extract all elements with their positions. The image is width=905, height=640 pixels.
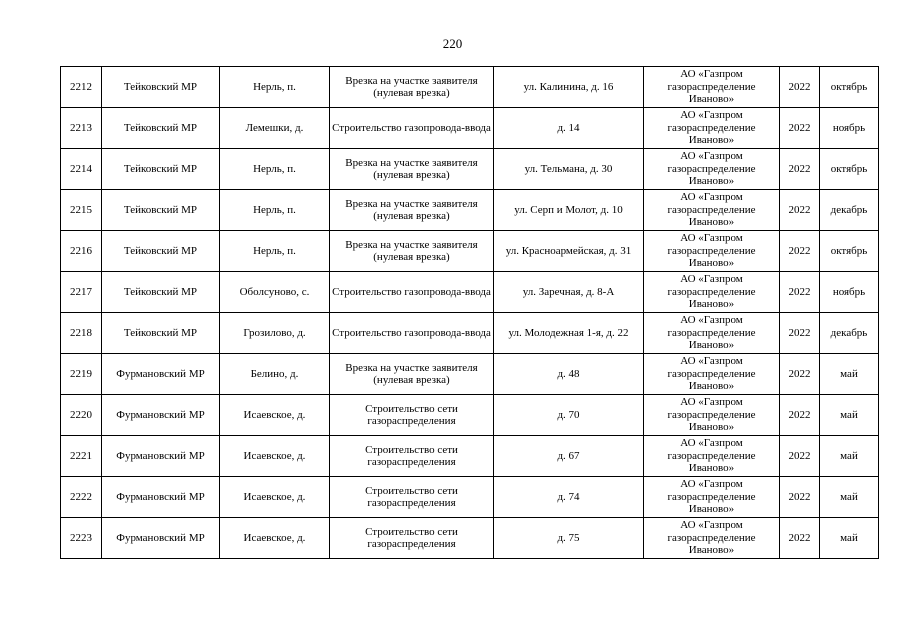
table-row [61, 149, 879, 190]
year-cell: 2022 [780, 354, 820, 395]
work-type-cell: Врезка на участке заявителя (нулевая врезка) [330, 354, 494, 395]
organization-cell: АО «Газпром газораспределение Иваново» [644, 395, 780, 436]
locality-cell: Нерль, п. [220, 190, 330, 231]
organization-cell: АО «Газпром газораспределение Иваново» [644, 518, 780, 559]
address-cell: д. 75 [494, 518, 644, 559]
district-cell: Фурмановский МР [102, 395, 220, 436]
locality-cell: Нерль, п. [220, 67, 330, 108]
work-type-cell: Строительство сети газораспределения [330, 436, 494, 477]
table-row [61, 190, 879, 231]
district-cell: Фурмановский МР [102, 477, 220, 518]
district-cell: Фурмановский МР [102, 436, 220, 477]
table-row [61, 272, 879, 313]
district-cell: Тейковский МР [102, 108, 220, 149]
table-row [61, 354, 879, 395]
table-row [61, 395, 879, 436]
work-type-cell: Врезка на участке заявителя (нулевая врезка) [330, 190, 494, 231]
year-cell: 2022 [780, 231, 820, 272]
table-row [61, 231, 879, 272]
table-row [61, 108, 879, 149]
row-number-cell: 2219 [61, 354, 102, 395]
organization-cell: АО «Газпром газораспределение Иваново» [644, 67, 780, 108]
row-number-cell: 2212 [61, 67, 102, 108]
year-cell: 2022 [780, 436, 820, 477]
month-cell: май [820, 436, 879, 477]
row-number-cell: 2222 [61, 477, 102, 518]
district-cell: Фурмановский МР [102, 354, 220, 395]
organization-cell: АО «Газпром газораспределение Иваново» [644, 231, 780, 272]
table-row [61, 477, 879, 518]
table-row [61, 313, 879, 354]
locality-cell: Лемешки, д. [220, 108, 330, 149]
year-cell: 2022 [780, 313, 820, 354]
locality-cell: Исаевское, д. [220, 518, 330, 559]
month-cell: май [820, 477, 879, 518]
year-cell: 2022 [780, 108, 820, 149]
gasification-table [60, 66, 879, 559]
work-type-cell: Врезка на участке заявителя (нулевая врезка) [330, 231, 494, 272]
year-cell: 2022 [780, 518, 820, 559]
organization-cell: АО «Газпром газораспределение Иваново» [644, 190, 780, 231]
table-row [61, 436, 879, 477]
month-cell: октябрь [820, 67, 879, 108]
work-type-cell: Строительство газопровода-ввода [330, 272, 494, 313]
locality-cell: Грозилово, д. [220, 313, 330, 354]
month-cell: декабрь [820, 313, 879, 354]
locality-cell: Нерль, п. [220, 149, 330, 190]
year-cell: 2022 [780, 395, 820, 436]
address-cell: д. 67 [494, 436, 644, 477]
row-number-cell: 2216 [61, 231, 102, 272]
district-cell: Фурмановский МР [102, 518, 220, 559]
locality-cell: Исаевское, д. [220, 477, 330, 518]
address-cell: ул. Тельмана, д. 30 [494, 149, 644, 190]
organization-cell: АО «Газпром газораспределение Иваново» [644, 272, 780, 313]
work-type-cell: Строительство газопровода-ввода [330, 108, 494, 149]
work-type-cell: Строительство газопровода-ввода [330, 313, 494, 354]
month-cell: май [820, 395, 879, 436]
organization-cell: АО «Газпром газораспределение Иваново» [644, 313, 780, 354]
organization-cell: АО «Газпром газораспределение Иваново» [644, 149, 780, 190]
row-number-cell: 2215 [61, 190, 102, 231]
year-cell: 2022 [780, 67, 820, 108]
year-cell: 2022 [780, 272, 820, 313]
year-cell: 2022 [780, 477, 820, 518]
row-number-cell: 2220 [61, 395, 102, 436]
district-cell: Тейковский МР [102, 313, 220, 354]
month-cell: ноябрь [820, 108, 879, 149]
address-cell: ул. Красноармейская, д. 31 [494, 231, 644, 272]
district-cell: Тейковский МР [102, 231, 220, 272]
locality-cell: Оболсуново, с. [220, 272, 330, 313]
year-cell: 2022 [780, 149, 820, 190]
month-cell: ноябрь [820, 272, 879, 313]
year-cell: 2022 [780, 190, 820, 231]
organization-cell: АО «Газпром газораспределение Иваново» [644, 477, 780, 518]
row-number-cell: 2217 [61, 272, 102, 313]
district-cell: Тейковский МР [102, 272, 220, 313]
address-cell: ул. Заречная, д. 8-А [494, 272, 644, 313]
district-cell: Тейковский МР [102, 190, 220, 231]
address-cell: ул. Молодежная 1-я, д. 22 [494, 313, 644, 354]
locality-cell: Исаевское, д. [220, 436, 330, 477]
month-cell: май [820, 354, 879, 395]
page-number: 220 [442, 36, 463, 51]
organization-cell: АО «Газпром газораспределение Иваново» [644, 354, 780, 395]
row-number-cell: 2214 [61, 149, 102, 190]
locality-cell: Исаевское, д. [220, 395, 330, 436]
locality-cell: Белино, д. [220, 354, 330, 395]
address-cell: д. 14 [494, 108, 644, 149]
organization-cell: АО «Газпром газораспределение Иваново» [644, 108, 780, 149]
month-cell: октябрь [820, 231, 879, 272]
work-type-cell: Строительство сети газораспределения [330, 477, 494, 518]
work-type-cell: Строительство сети газораспределения [330, 518, 494, 559]
table-row [61, 518, 879, 559]
table-body [61, 67, 879, 559]
address-cell: д. 70 [494, 395, 644, 436]
row-number-cell: 2213 [61, 108, 102, 149]
month-cell: май [820, 518, 879, 559]
row-number-cell: 2221 [61, 436, 102, 477]
work-type-cell: Врезка на участке заявителя (нулевая врезка) [330, 67, 494, 108]
month-cell: октябрь [820, 149, 879, 190]
work-type-cell: Врезка на участке заявителя (нулевая врезка) [330, 149, 494, 190]
organization-cell: АО «Газпром газораспределение Иваново» [644, 436, 780, 477]
row-number-cell: 2223 [61, 518, 102, 559]
month-cell: декабрь [820, 190, 879, 231]
table-row [61, 67, 879, 108]
locality-cell: Нерль, п. [220, 231, 330, 272]
address-cell: ул. Калинина, д. 16 [494, 67, 644, 108]
address-cell: ул. Серп и Молот, д. 10 [494, 190, 644, 231]
district-cell: Тейковский МР [102, 149, 220, 190]
district-cell: Тейковский МР [102, 67, 220, 108]
work-type-cell: Строительство сети газораспределения [330, 395, 494, 436]
row-number-cell: 2218 [61, 313, 102, 354]
address-cell: д. 48 [494, 354, 644, 395]
address-cell: д. 74 [494, 477, 644, 518]
